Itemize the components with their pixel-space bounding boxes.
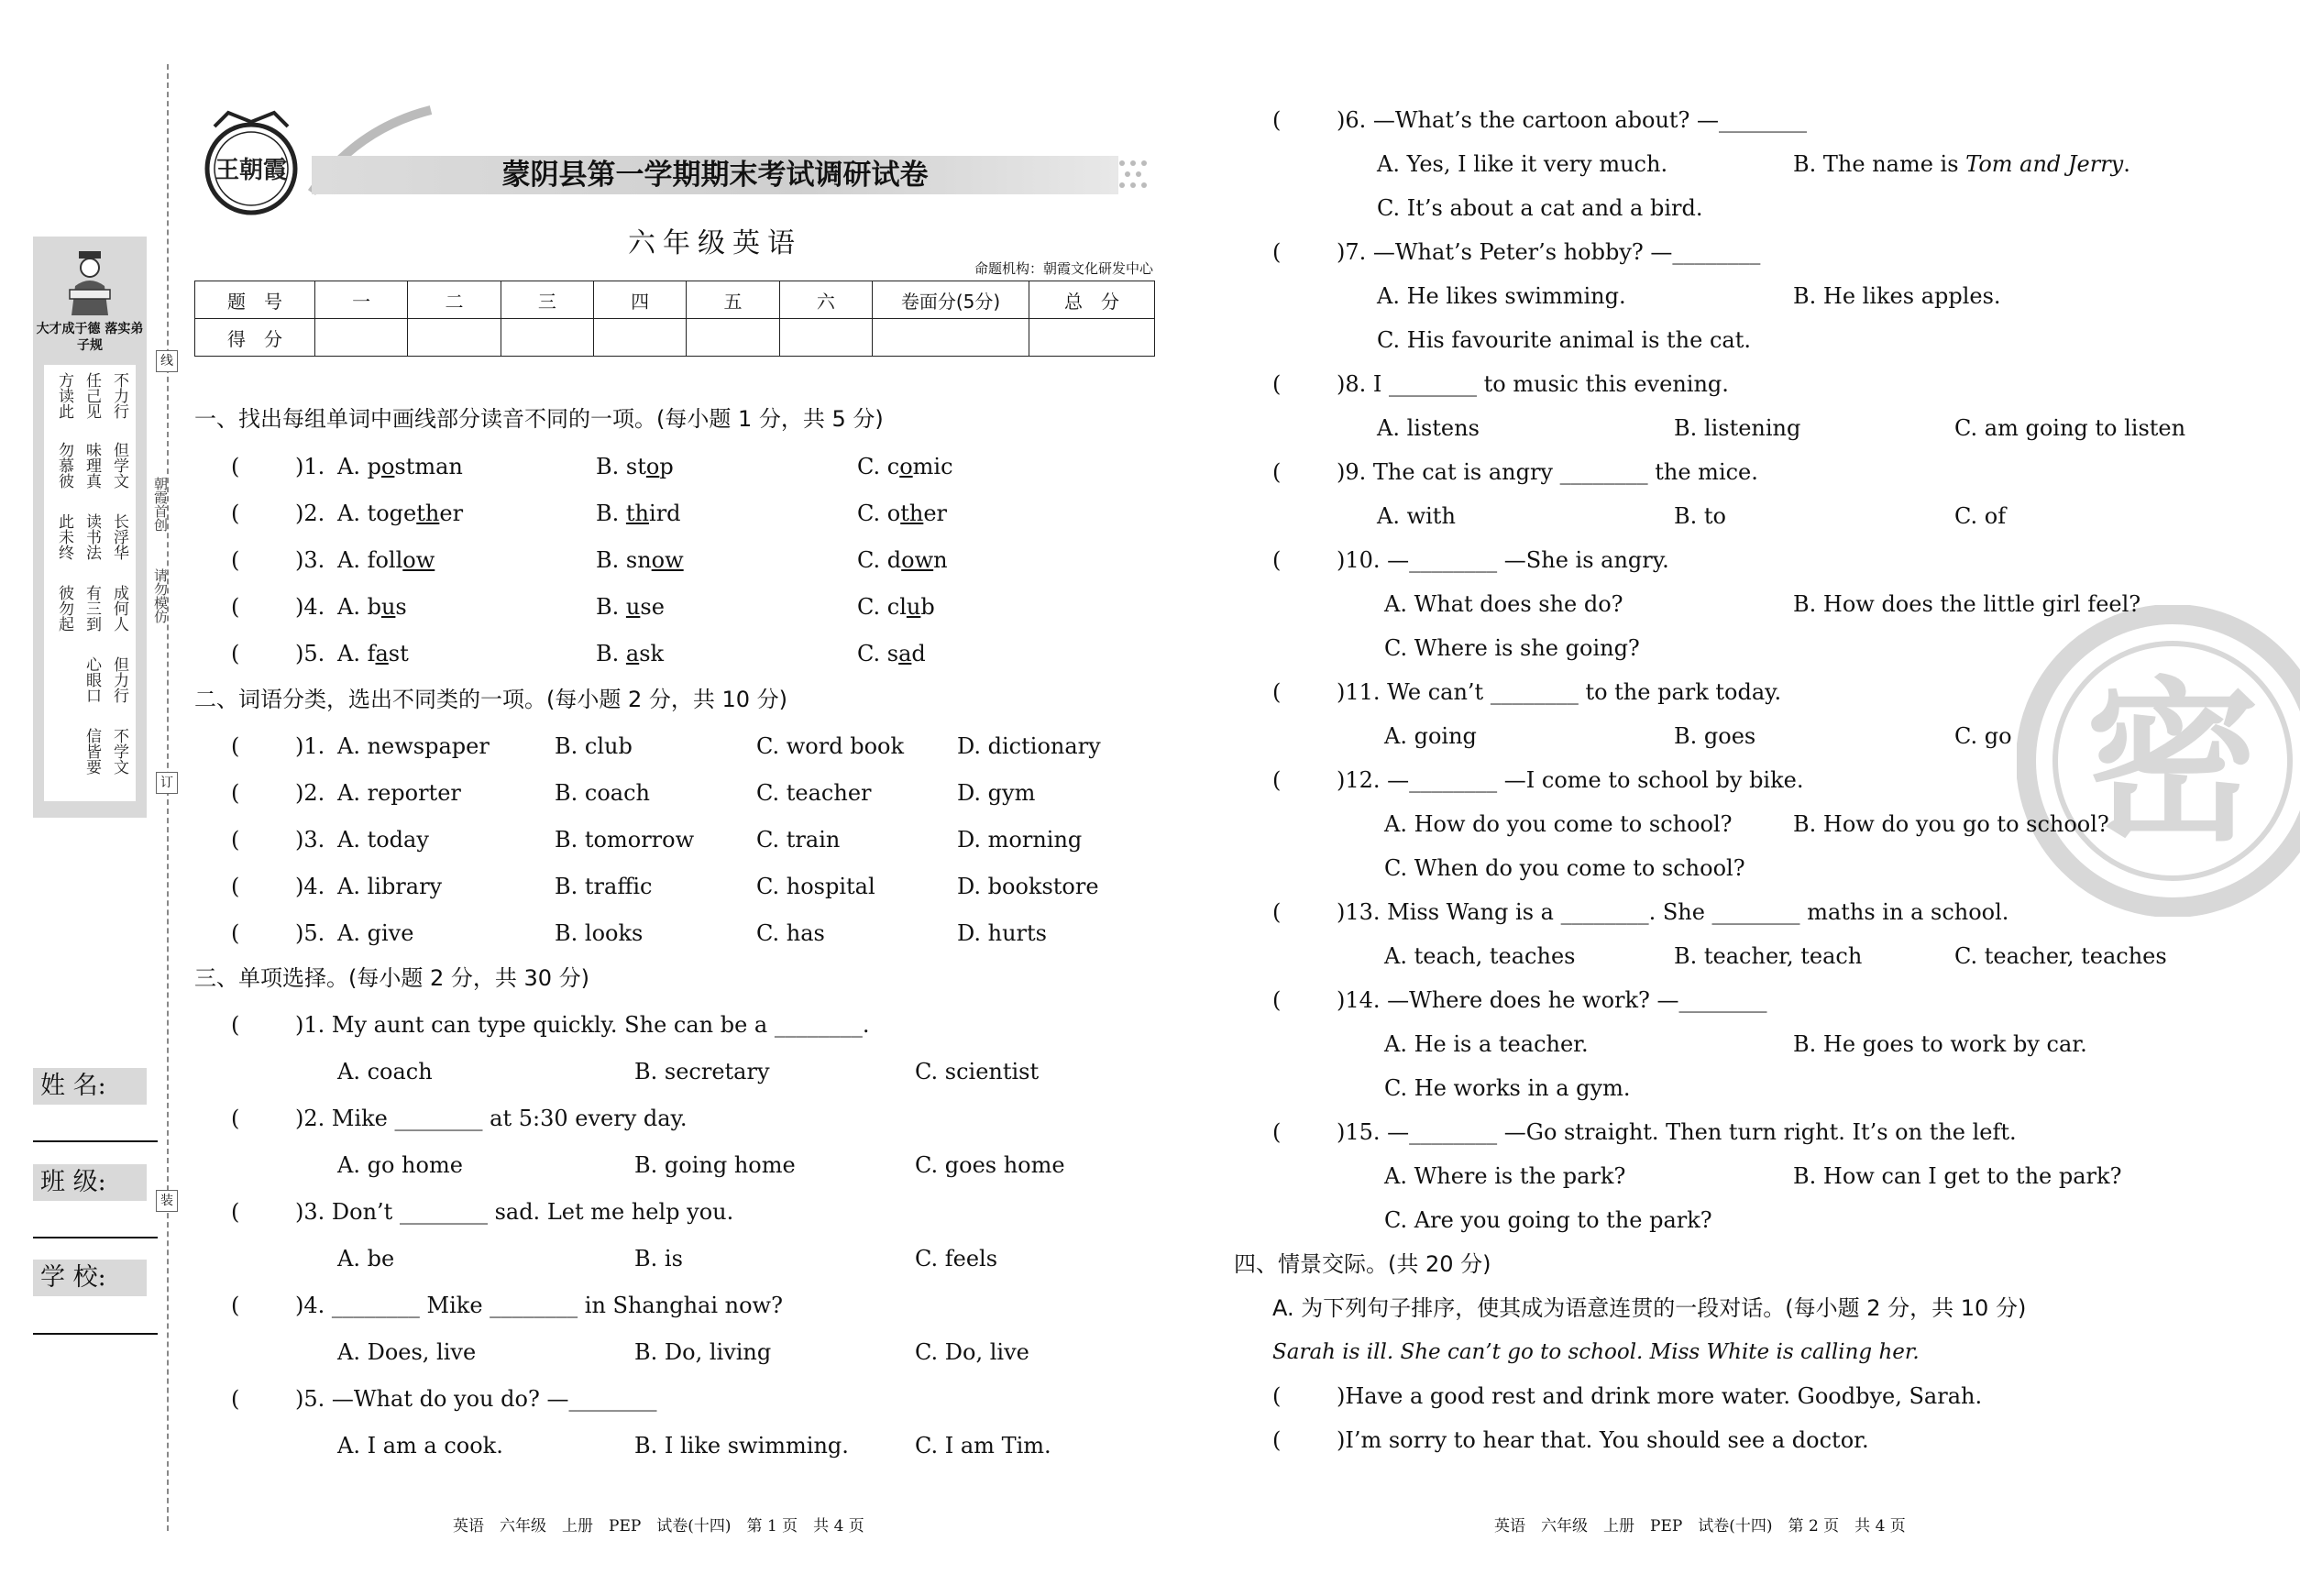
class-label: 班 级: bbox=[33, 1164, 147, 1201]
option-b: B. tomorrow bbox=[555, 827, 695, 853]
option-c: C. other bbox=[857, 501, 948, 526]
option-c: C. sad bbox=[857, 641, 926, 666]
question-stem: )6. —What’s the cartoon about? —________ bbox=[1337, 107, 1808, 133]
option-c: C. feels bbox=[915, 1246, 998, 1271]
option-c: C. hospital bbox=[756, 874, 875, 899]
option-b: B. I like swimming. bbox=[634, 1433, 849, 1458]
dialogue-context: Sarah is ill. She can’t go to school. Miss White is calling her. bbox=[1272, 1340, 1920, 1364]
option-b: B. He goes to work by car. bbox=[1793, 1031, 2087, 1057]
option-a: A. Where is the park? bbox=[1384, 1163, 1626, 1189]
confidential-seal-icon bbox=[2017, 605, 2300, 917]
option-a: A. with bbox=[1377, 503, 1456, 529]
option-a: A. newspaper bbox=[337, 733, 490, 759]
option-c: C. down bbox=[857, 547, 948, 573]
option-a: A. follow bbox=[337, 547, 435, 573]
dot-pattern-icon bbox=[1117, 158, 1153, 194]
option-c: C. goes home bbox=[915, 1152, 1065, 1178]
option-b: B. How do you go to school? bbox=[1793, 811, 2109, 837]
score-header-cell: 题 号 bbox=[195, 281, 315, 319]
question-stem: )9. The cat is angry ________ the mice. bbox=[1337, 459, 1758, 485]
motto-column: 不力行 bbox=[110, 372, 128, 419]
option-b: B. The name is Tom and Jerry. bbox=[1793, 151, 2130, 177]
motto-column: 心眼口 bbox=[83, 656, 101, 703]
question-number: )1. bbox=[295, 733, 325, 759]
score-header-row bbox=[195, 281, 1155, 319]
class-field[interactable] bbox=[33, 1237, 158, 1238]
motto-column: 勿慕彼 bbox=[55, 442, 73, 489]
option-d: D. hurts bbox=[957, 920, 1047, 946]
option-c: C. Where is she going? bbox=[1384, 635, 1640, 661]
option-a: A. give bbox=[337, 920, 414, 946]
option-a: A. bus bbox=[337, 594, 407, 620]
score-header-cell: 四 bbox=[593, 281, 686, 319]
question-stem: )3. Don’t ________ sad. Let me help you. bbox=[295, 1199, 734, 1225]
motto-column: 不学文 bbox=[110, 728, 128, 775]
option-d: D. morning bbox=[957, 827, 1083, 853]
option-a: A. coach bbox=[337, 1059, 433, 1084]
question-number: )3. bbox=[295, 547, 325, 573]
motto-column: 但学文 bbox=[110, 442, 128, 489]
dialogue-sentence: )Have a good rest and drink more water. Goodbye, Sarah. bbox=[1337, 1383, 1983, 1409]
section-4-title: 四、情景交际。(共 20 分) bbox=[1234, 1251, 1491, 1277]
option-b: B. How does the little girl feel? bbox=[1793, 591, 2141, 617]
option-a: A. listens bbox=[1377, 415, 1480, 441]
option-d: D. dictionary bbox=[957, 733, 1101, 759]
question-number: )5. bbox=[295, 920, 325, 946]
option-d: D. bookstore bbox=[957, 874, 1099, 899]
option-a: A. be bbox=[337, 1246, 395, 1271]
svg-text:密: 密 bbox=[2085, 662, 2261, 864]
question-number: )2. bbox=[295, 501, 325, 526]
option-a: A. together bbox=[337, 501, 464, 526]
option-a: A. teach, teaches bbox=[1384, 943, 1576, 969]
section-3-title: 三、单项选择。(每小题 2 分，共 30 分) bbox=[194, 965, 590, 991]
motto-column: 长浮华 bbox=[110, 513, 128, 560]
sidebar-note-original: 朝霞首创 bbox=[152, 477, 169, 532]
publisher-logo-icon bbox=[196, 108, 306, 218]
motto-column: 味理真 bbox=[83, 442, 101, 489]
score-cell[interactable] bbox=[873, 319, 1029, 357]
section-4a-instructions: A. 为下列句子排序，使其成为语意连贯的一段对话。(每小题 2 分，共 10 分) bbox=[1272, 1295, 2027, 1321]
question-stem: )8. I ________ to music this evening. bbox=[1337, 371, 1729, 397]
score-cell[interactable] bbox=[501, 319, 593, 357]
option-d: D. gym bbox=[957, 780, 1036, 806]
option-c: C. teacher, teaches bbox=[1954, 943, 2167, 969]
page-2-footer: 英语 六年级 上册 PEP 试卷(十四) 第 2 页 共 4 页 bbox=[1494, 1517, 1906, 1535]
question-number: )3. bbox=[295, 827, 325, 853]
score-header-cell: 卷面分(5分) bbox=[873, 281, 1029, 319]
score-header-cell: 六 bbox=[779, 281, 872, 319]
score-label-cell: 得 分 bbox=[195, 319, 315, 357]
question-number: )1. bbox=[295, 454, 325, 479]
score-value-row bbox=[195, 319, 1155, 357]
option-b: B. stop bbox=[596, 454, 674, 479]
exam-title: 蒙阴县第一学期期末考试调研试卷 bbox=[501, 159, 929, 192]
option-b: B. to bbox=[1674, 503, 1726, 529]
score-header-cell: 五 bbox=[687, 281, 779, 319]
option-c: C. It’s about a cat and a bird. bbox=[1377, 195, 1703, 221]
option-a: A. postman bbox=[337, 454, 463, 479]
option-c: C. I am Tim. bbox=[915, 1433, 1051, 1458]
option-a: A. He likes swimming. bbox=[1377, 283, 1626, 309]
option-a: A. Yes, I like it very much. bbox=[1377, 151, 1668, 177]
binding-line bbox=[167, 64, 169, 1531]
option-b: B. ask bbox=[596, 641, 665, 666]
score-header-cell: 二 bbox=[408, 281, 501, 319]
option-a: A. go home bbox=[337, 1152, 463, 1178]
score-cell[interactable] bbox=[779, 319, 872, 357]
score-header-cell: 三 bbox=[501, 281, 593, 319]
option-c: C. club bbox=[857, 594, 935, 620]
question-stem: )1. My aunt can type quickly. She can be a ________. bbox=[295, 1012, 870, 1038]
option-c: C. Do, live bbox=[915, 1339, 1029, 1365]
question-number: )4. bbox=[295, 594, 325, 620]
option-b: B. going home bbox=[634, 1152, 796, 1178]
option-b: B. How can I get to the park? bbox=[1793, 1163, 2122, 1189]
option-a: A. He is a teacher. bbox=[1384, 1031, 1589, 1057]
motto-column: 任己见 bbox=[83, 372, 101, 419]
motto-column: 成何人 bbox=[110, 585, 128, 632]
section-2-title: 二、词语分类，选出不同类的一项。(每小题 2 分，共 10 分) bbox=[194, 687, 788, 712]
option-a: A. library bbox=[337, 874, 443, 899]
school-label: 学 校: bbox=[33, 1260, 147, 1296]
question-number: )4. bbox=[295, 874, 325, 899]
score-cell[interactable] bbox=[1029, 319, 1155, 357]
motto-column: 彼勿起 bbox=[55, 585, 73, 632]
option-b: B. Do, living bbox=[634, 1339, 772, 1365]
option-a: A. fast bbox=[337, 641, 409, 666]
name-label: 姓 名: bbox=[33, 1068, 147, 1105]
option-c: C. scientist bbox=[915, 1059, 1040, 1084]
org-credit: 命题机构：朝霞文化研发中心 bbox=[974, 260, 1153, 277]
question-stem: )12. —________ —I come to school by bike. bbox=[1337, 767, 1804, 793]
svg-text:王朝霞: 王朝霞 bbox=[215, 157, 288, 184]
motto-column: 但力行 bbox=[110, 656, 128, 703]
option-b: B. snow bbox=[596, 547, 684, 573]
motto-panel bbox=[33, 237, 147, 818]
motto-column: 有三到 bbox=[83, 585, 101, 632]
option-c: C. He works in a gym. bbox=[1384, 1075, 1631, 1101]
option-c: C. has bbox=[756, 920, 825, 946]
option-a: A. today bbox=[337, 827, 429, 853]
option-b: B. secretary bbox=[634, 1059, 770, 1084]
option-b: B. coach bbox=[555, 780, 650, 806]
option-c: C. His favourite animal is the cat. bbox=[1377, 327, 1751, 353]
question-stem: )7. —What’s Peter’s hobby? —________ bbox=[1337, 239, 1761, 265]
option-a: A. What does she do? bbox=[1384, 591, 1623, 617]
option-c: C. of bbox=[1954, 503, 2007, 529]
score-table bbox=[194, 281, 1155, 357]
option-b: B. goes bbox=[1674, 723, 1756, 749]
option-a: A. How do you come to school? bbox=[1384, 811, 1733, 837]
option-c: C. am going to listen bbox=[1954, 415, 2186, 441]
score-header-cell: 一 bbox=[315, 281, 408, 319]
option-b: B. club bbox=[555, 733, 633, 759]
motto-heading: 大才成于德 落实弟子规 bbox=[36, 322, 144, 353]
motto-column: 方读此 bbox=[55, 372, 73, 419]
subject-title: 六年级英语 bbox=[628, 227, 802, 259]
option-b: B. looks bbox=[555, 920, 644, 946]
option-a: A. I am a cook. bbox=[337, 1433, 503, 1458]
option-b: B. listening bbox=[1674, 415, 1801, 441]
option-b: B. teacher, teach bbox=[1674, 943, 1863, 969]
question-stem: )13. Miss Wang is a ________. She ________ maths in a school. bbox=[1337, 899, 2009, 925]
binding-marker-seal: 装 bbox=[156, 1190, 178, 1212]
name-field[interactable] bbox=[33, 1140, 158, 1142]
option-c: C. go bbox=[1954, 723, 2012, 749]
score-cell[interactable] bbox=[315, 319, 408, 357]
question-number: )5. bbox=[295, 641, 325, 666]
option-b: B. traffic bbox=[555, 874, 653, 899]
motto-column: 此未终 bbox=[55, 513, 73, 560]
binding-marker-line: 线 bbox=[156, 350, 178, 372]
motto-column: 读书法 bbox=[83, 513, 101, 560]
binding-marker-bind: 订 bbox=[156, 772, 178, 794]
option-a: A. Does, live bbox=[337, 1339, 477, 1365]
option-c: C. comic bbox=[857, 454, 953, 479]
question-stem: )5. —What do you do? —________ bbox=[295, 1386, 657, 1412]
option-b: B. He likes apples. bbox=[1793, 283, 2001, 309]
option-c: C. Are you going to the park? bbox=[1384, 1207, 1712, 1233]
page-1-footer: 英语 六年级 上册 PEP 试卷(十四) 第 1 页 共 4 页 bbox=[453, 1517, 864, 1535]
question-stem: )10. —________ —She is angry. bbox=[1337, 547, 1669, 573]
section-1-title: 一、找出每组单词中画线部分读音不同的一项。(每小题 1 分，共 5 分) bbox=[194, 406, 884, 432]
score-cell[interactable] bbox=[687, 319, 779, 357]
school-field[interactable] bbox=[33, 1333, 158, 1335]
option-c: C. teacher bbox=[756, 780, 872, 806]
question-stem: )14. —Where does he work? —________ bbox=[1337, 987, 1767, 1013]
sidebar-note-nocopy: 请勿模仿 bbox=[152, 568, 169, 623]
motto-column: 信皆要 bbox=[83, 728, 101, 775]
option-c: C. word book bbox=[756, 733, 905, 759]
option-c: C. When do you come to school? bbox=[1384, 855, 1745, 881]
option-c: C. train bbox=[756, 827, 841, 853]
score-cell[interactable] bbox=[593, 319, 686, 357]
score-cell[interactable] bbox=[408, 319, 501, 357]
option-b: B. is bbox=[634, 1246, 683, 1271]
question-stem: )4. ________ Mike ________ in Shanghai now? bbox=[295, 1293, 783, 1318]
option-b: B. use bbox=[596, 594, 665, 620]
option-a: A. reporter bbox=[337, 780, 461, 806]
score-header-cell: 总 分 bbox=[1029, 281, 1155, 319]
scholar-illustration-icon bbox=[68, 249, 112, 319]
motto-text bbox=[44, 365, 136, 801]
question-stem: )2. Mike ________ at 5:30 every day. bbox=[295, 1106, 688, 1131]
question-stem: )11. We can’t ________ to the park today. bbox=[1337, 679, 1782, 705]
option-a: A. going bbox=[1384, 723, 1477, 749]
dialogue-sentence: )I’m sorry to hear that. You should see a doctor. bbox=[1337, 1427, 1869, 1453]
question-number: )2. bbox=[295, 780, 325, 806]
option-b: B. third bbox=[596, 501, 681, 526]
question-stem: )15. —________ —Go straight. Then turn right. It’s on the left. bbox=[1337, 1119, 2017, 1145]
